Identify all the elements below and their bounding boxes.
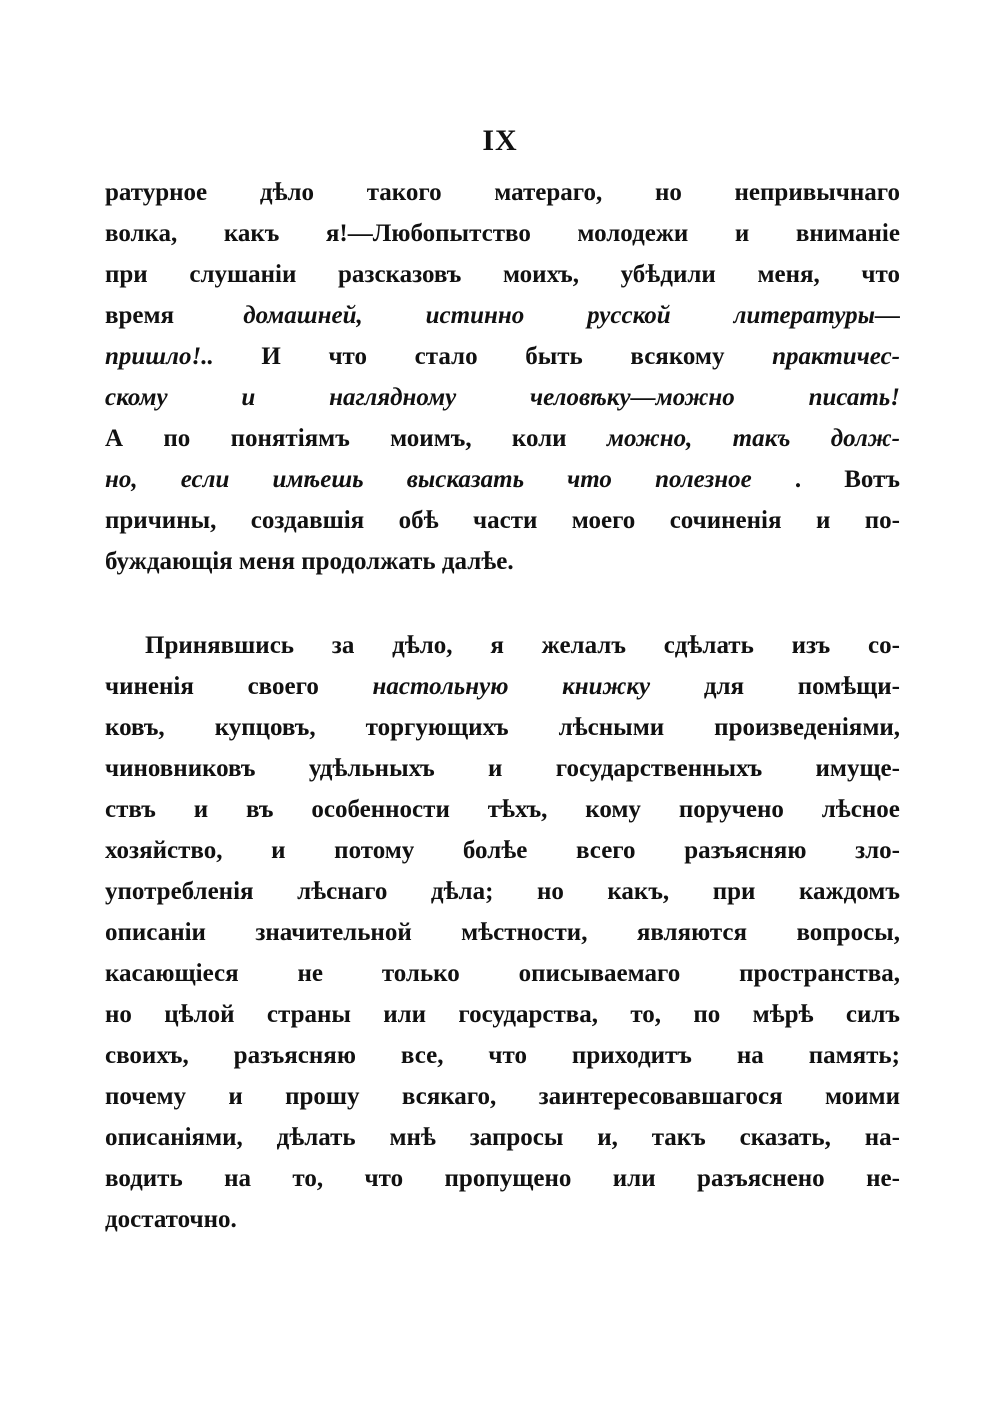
text-line: но, если имѣешь высказать что полезное . Вотъ: [105, 466, 900, 493]
text-line: [105, 1199, 900, 1240]
text-line: употребленія лѣснаго дѣла; но какъ, при каждомъ: [105, 878, 900, 905]
text-line: скому и наглядному человѣку—можно писать!: [105, 384, 900, 411]
text-line: водить на то, что пропущено или разъяснено не-: [105, 1165, 900, 1192]
text-line: ратурное дѣло такого матераго, но непривычнаго: [105, 179, 900, 206]
text-segment: достаточно.: [105, 1206, 237, 1233]
text-line: чиновниковъ удѣльныхъ и государственныхъ имуще-: [105, 755, 900, 782]
text-segment: буждающія меня продолжать далѣе.: [105, 548, 514, 575]
text-line: пришло!.. И что стало быть всякому практичес-: [105, 336, 900, 377]
text-line: время домашней, истинно русской литературы—: [105, 295, 900, 336]
text-line: касающіеся не только описываемаго пространства,: [105, 960, 900, 987]
italic-text: практичес-: [772, 343, 900, 370]
page-number: IX: [482, 124, 518, 157]
text-line: ковъ, купцовъ, торгующихъ лѣсными произведеніями,: [105, 714, 900, 741]
paragraph-2: [105, 625, 900, 1240]
text-line: описаніи значительной мѣстности, являются вопросы,: [105, 919, 900, 946]
text-line: при слушаніи разсказовъ моихъ, убѣдили меня, что: [105, 261, 900, 288]
text-line: ствъ и въ особенности тѣхъ, кому поручено лѣсное: [105, 796, 900, 823]
text-line: Принявшись за дѣло, я желалъ сдѣлать изъ со-: [145, 632, 900, 659]
text-line: чиненія своего настольную книжку для помѣщи-: [105, 673, 900, 700]
text-line: описаніями, дѣлать мнѣ запросы и, такъ сказать, на-: [105, 1124, 900, 1151]
text-line: но цѣлой страны или государства, то, по мѣрѣ силъ: [105, 1001, 900, 1028]
text-line: [105, 541, 900, 582]
text-line: почему и прошу всякаго, заинтересовавшагося моими: [105, 1083, 900, 1110]
text-line: хозяйство, и потому болѣе всего разъясняю зло-: [105, 837, 900, 864]
text-segment: время: [105, 302, 181, 329]
paragraph-1: [105, 172, 900, 582]
italic-text: пришло!..: [105, 343, 214, 370]
text-line: причины, создавшія обѣ части моего сочиненія и по-: [105, 507, 900, 534]
text-line: своихъ, разъясняю все, что приходитъ на память;: [105, 1042, 900, 1069]
text-line: волка, какъ я!—Любопытство молодежи и вниманіе: [105, 220, 900, 247]
text-line: А по понятіямъ моимъ, коли можно, такъ долж-: [105, 425, 900, 452]
